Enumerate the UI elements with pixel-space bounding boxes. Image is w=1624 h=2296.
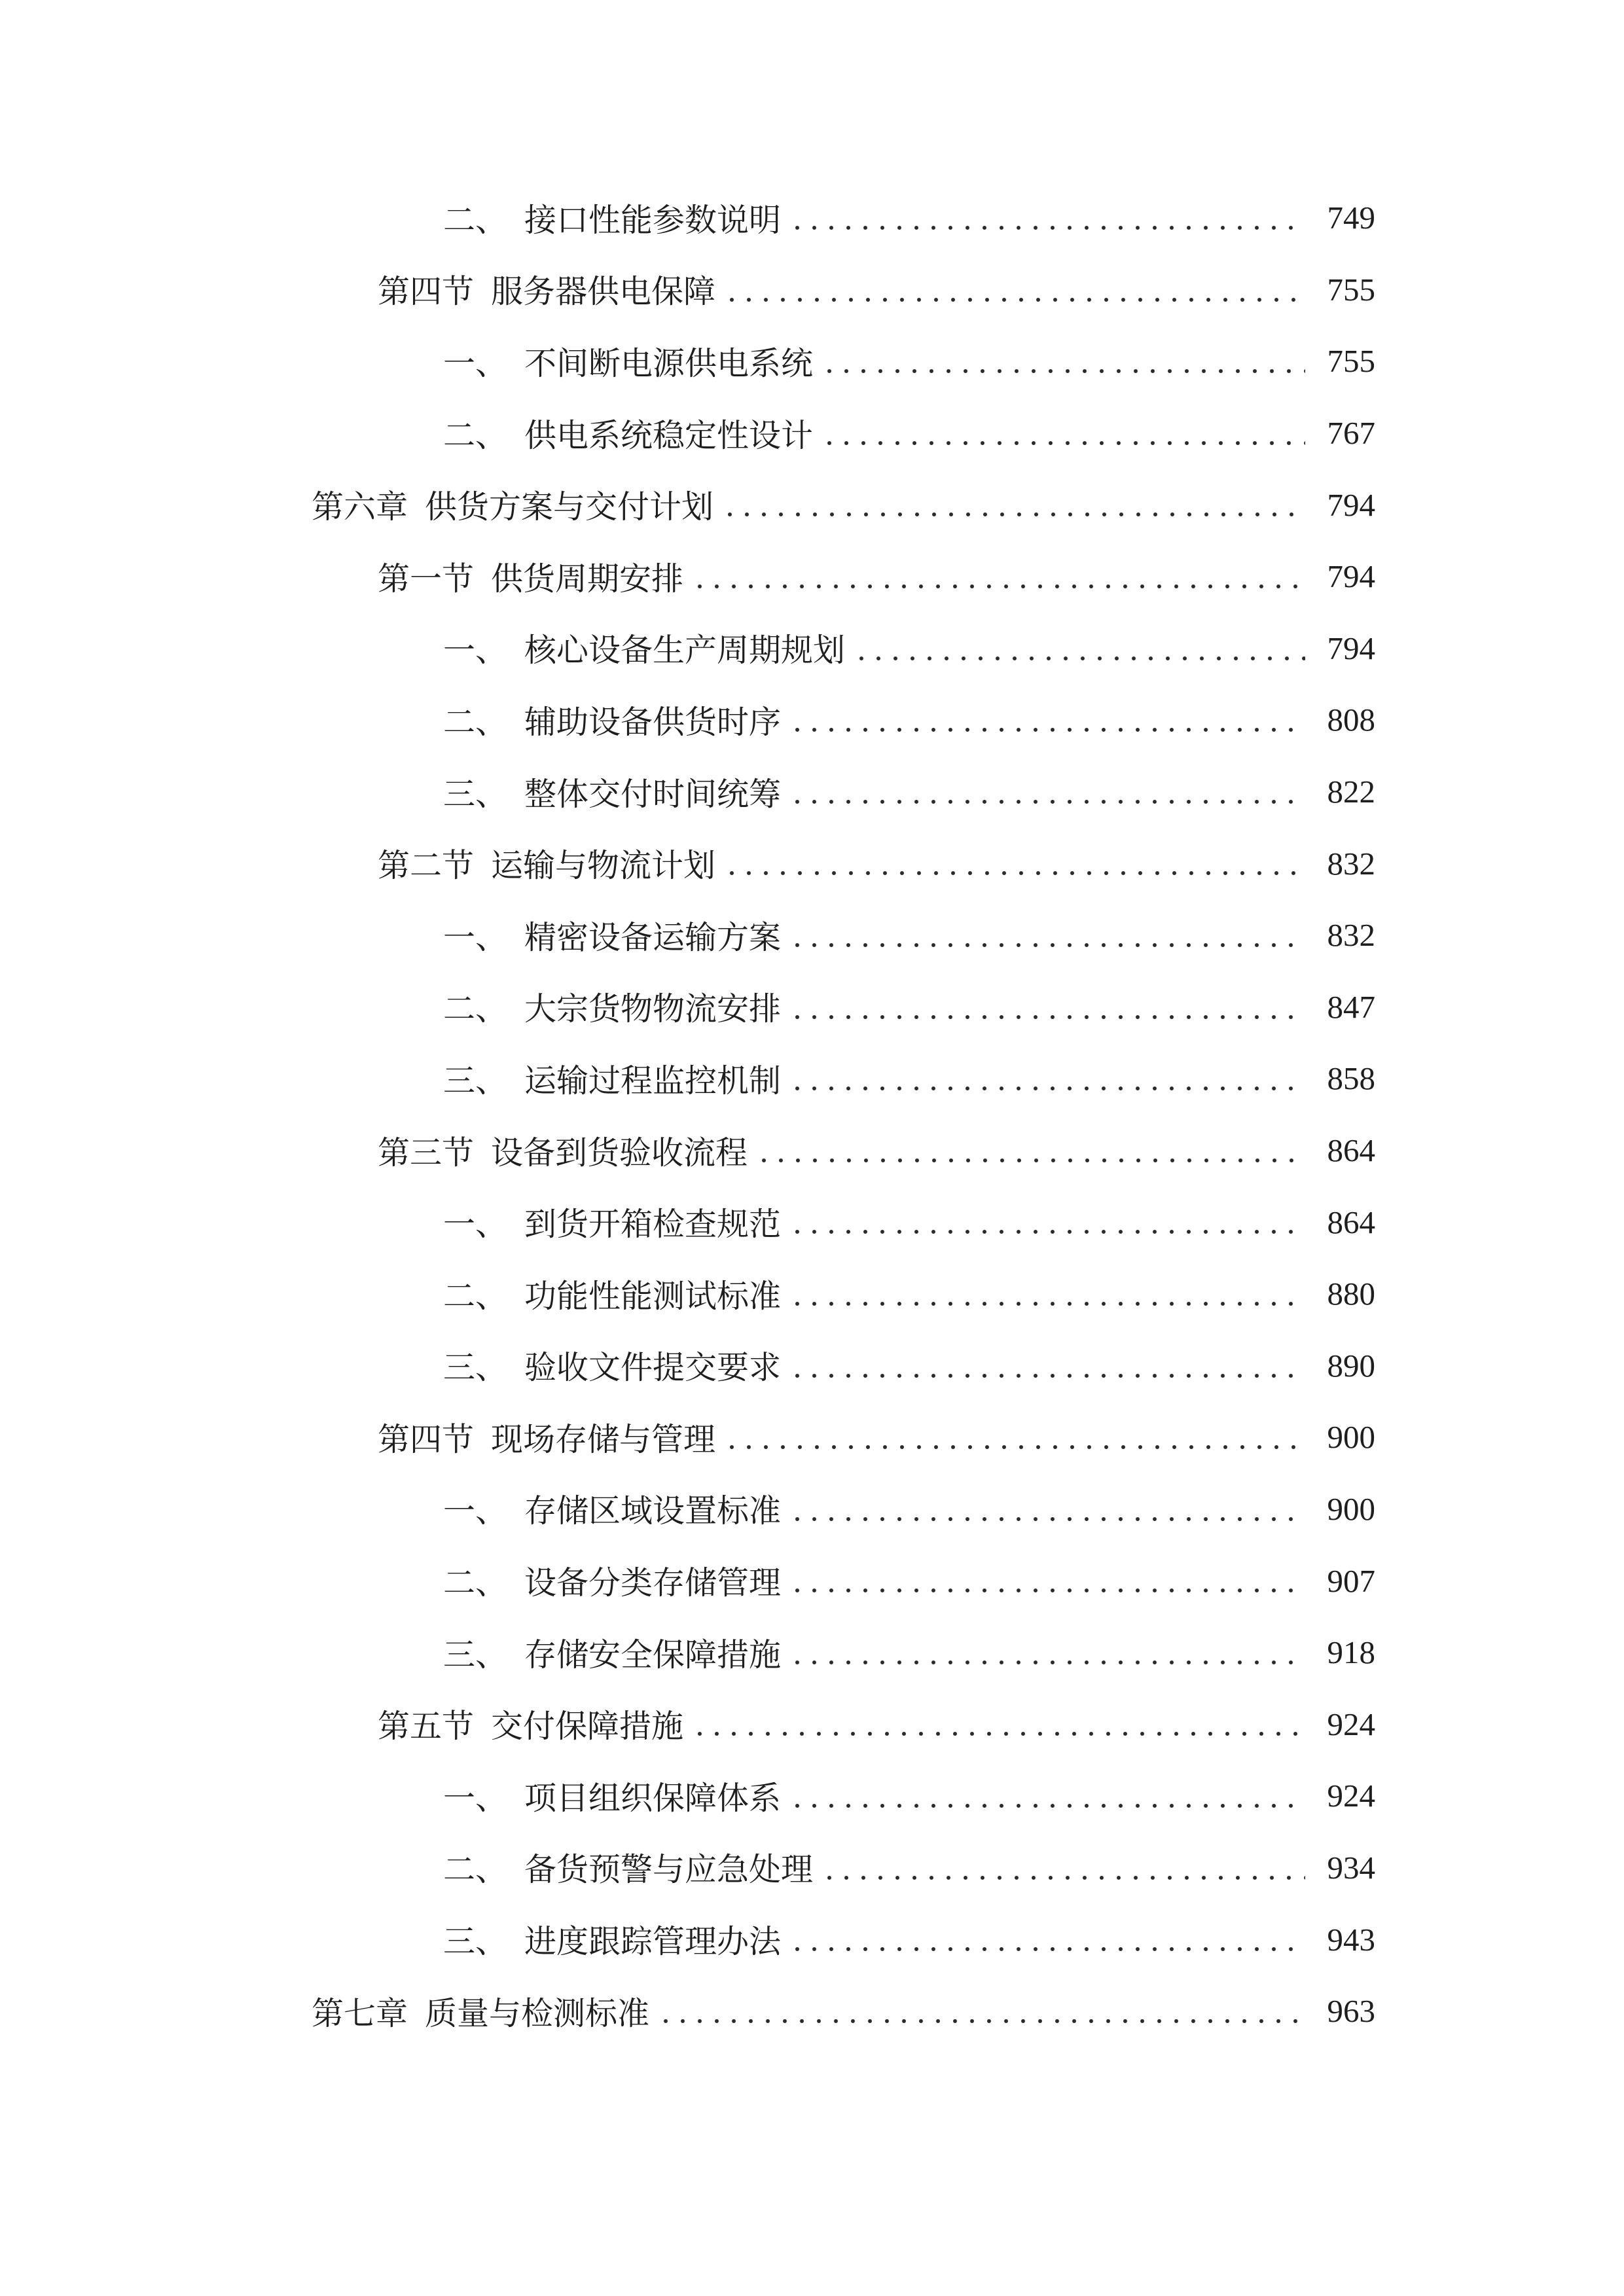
toc-entry-number: 一、 [443, 1493, 508, 1530]
toc-page-number: 963 [1327, 1993, 1375, 2030]
toc-page-number: 755 [1327, 271, 1375, 308]
toc-section-entry [312, 254, 1375, 326]
toc-page-number: 880 [1327, 1276, 1375, 1312]
toc-entry-title: 整体交付时间统筹 [524, 776, 782, 812]
toc-entry-title: 备货预警与应急处理 [524, 1852, 814, 1888]
toc-entry-number: 三、 [443, 1350, 508, 1386]
toc-page-number: 832 [1327, 845, 1375, 882]
toc-page-number: 943 [1327, 1921, 1375, 1958]
toc-entry-number: 一、 [443, 1206, 508, 1243]
toc-entry-title: 设备分类存储管理 [524, 1565, 782, 1602]
toc-subsection-entry [312, 182, 1375, 254]
toc-dot-leader [821, 440, 1305, 446]
toc-subsection-entry [312, 1617, 1375, 1689]
toc-entry-number: 二、 [443, 991, 508, 1028]
toc-dot-leader [789, 1300, 1305, 1307]
toc-page-number: 808 [1327, 702, 1375, 738]
toc-dot-leader [789, 942, 1305, 948]
toc-entry-title: 辅助设备供货时序 [524, 704, 782, 740]
toc-dot-leader [721, 511, 1305, 518]
toc-dot-leader [789, 1372, 1305, 1379]
toc-page-number: 749 [1327, 200, 1375, 236]
toc-entry-number: 第一节 [378, 560, 475, 597]
toc-subsection-entry [312, 613, 1375, 685]
toc-subsection-entry [312, 1760, 1375, 1832]
toc-entry-title: 不间断电源供电系统 [524, 345, 814, 382]
toc-entry-title: 设备到货验收流程 [491, 1134, 748, 1171]
toc-subsection-entry [312, 899, 1375, 971]
toc-entry-number: 二、 [443, 1565, 508, 1602]
toc-entry-title: 存储区域设置标准 [524, 1493, 782, 1530]
toc-dot-leader [789, 1803, 1305, 1809]
toc-entry-number: 三、 [443, 1924, 508, 1960]
toc-dot-leader [853, 655, 1305, 662]
toc-entry-title: 质量与检测标准 [425, 1995, 650, 2032]
toc-dot-leader [789, 1229, 1305, 1235]
toc-page-number: 924 [1327, 1706, 1375, 1742]
toc-entry-number: 二、 [443, 1852, 508, 1888]
toc-subsection-entry [312, 325, 1375, 397]
toc-page-number: 907 [1327, 1562, 1375, 1599]
toc-subsection-entry [312, 1903, 1375, 1975]
toc-page-number: 890 [1327, 1347, 1375, 1384]
toc-entry-title: 交付保障措施 [491, 1708, 684, 1745]
toc-entry-title: 运输与物流计划 [491, 848, 716, 884]
toc-entry-number: 一、 [443, 345, 508, 382]
toc-subsection-entry [312, 684, 1375, 756]
toc-subsection-entry [312, 971, 1375, 1043]
toc-page-number: 924 [1327, 1778, 1375, 1814]
toc-entry-number: 第四节 [378, 274, 475, 310]
toc-dot-leader [789, 1587, 1305, 1594]
toc-section-entry [312, 1688, 1375, 1760]
toc-section-entry [312, 1115, 1375, 1187]
toc-subsection-entry [312, 1832, 1375, 1904]
toc-subsection-entry [312, 1186, 1375, 1258]
toc-entry-title: 供货方案与交付计划 [425, 489, 714, 526]
toc-entry-number: 二、 [443, 1278, 508, 1314]
toc-subsection-entry [312, 1258, 1375, 1330]
toc-entry-number: 一、 [443, 919, 508, 956]
toc-dot-leader [789, 798, 1305, 805]
toc-page-number: 864 [1327, 1132, 1375, 1169]
toc-page-number: 832 [1327, 917, 1375, 954]
toc-subsection-entry [312, 1330, 1375, 1402]
toc-entry-title: 功能性能测试标准 [524, 1278, 782, 1314]
toc-entry-number: 二、 [443, 417, 508, 454]
toc-page-number: 767 [1327, 415, 1375, 452]
toc-page-number: 934 [1327, 1849, 1375, 1886]
toc-entry-title: 供电系统稳定性设计 [524, 417, 814, 454]
toc-dot-leader [789, 1659, 1305, 1666]
toc-page-number: 864 [1327, 1204, 1375, 1240]
table-of-contents [312, 182, 1375, 2047]
toc-subsection-entry [312, 756, 1375, 828]
toc-entry-number: 第五节 [378, 1708, 475, 1745]
toc-dot-leader [821, 1874, 1305, 1881]
toc-dot-leader [723, 870, 1305, 876]
toc-entry-number: 三、 [443, 776, 508, 812]
toc-chapter-entry [312, 469, 1375, 541]
toc-entry-number: 二、 [443, 704, 508, 740]
toc-subsection-entry [312, 397, 1375, 469]
toc-entry-title: 进度跟踪管理办法 [524, 1924, 782, 1960]
toc-dot-leader [723, 1444, 1305, 1450]
toc-entry-title: 存储安全保障措施 [524, 1636, 782, 1673]
toc-section-entry [312, 541, 1375, 613]
toc-entry-title: 服务器供电保障 [491, 274, 716, 310]
toc-page-number: 858 [1327, 1060, 1375, 1097]
toc-dot-leader [723, 296, 1305, 303]
toc-page-number: 900 [1327, 1490, 1375, 1527]
toc-entry-title: 大宗货物物流安排 [524, 991, 782, 1028]
toc-entry-title: 核心设备生产周期规划 [524, 632, 846, 669]
toc-page-number: 794 [1327, 486, 1375, 523]
toc-page-number: 794 [1327, 558, 1375, 595]
toc-subsection-entry [312, 1545, 1375, 1617]
toc-entry-number: 一、 [443, 1780, 508, 1816]
toc-entry-number: 第七章 [312, 1995, 408, 2032]
toc-dot-leader [789, 1516, 1305, 1522]
toc-dot-leader [789, 726, 1305, 733]
toc-entry-title: 接口性能参数说明 [524, 202, 782, 238]
toc-section-entry [312, 827, 1375, 899]
toc-entry-number: 二、 [443, 202, 508, 238]
toc-entry-title: 精密设备运输方案 [524, 919, 782, 956]
toc-section-entry [312, 1401, 1375, 1473]
toc-page-number: 900 [1327, 1419, 1375, 1456]
toc-page-number: 822 [1327, 774, 1375, 810]
toc-entry-title: 项目组织保障体系 [524, 1780, 782, 1816]
toc-entry-number: 三、 [443, 1062, 508, 1099]
toc-entry-number: 第三节 [378, 1134, 475, 1171]
toc-page-number: 918 [1327, 1634, 1375, 1671]
toc-dot-leader [789, 1085, 1305, 1092]
toc-subsection-entry [312, 1043, 1375, 1115]
toc-entry-title: 供货周期安排 [491, 560, 684, 597]
toc-entry-title: 验收文件提交要求 [524, 1350, 782, 1386]
toc-dot-leader [755, 1157, 1305, 1164]
toc-entry-number: 三、 [443, 1636, 508, 1673]
toc-dot-leader [821, 368, 1305, 374]
toc-entry-title: 运输过程监控机制 [524, 1062, 782, 1099]
toc-dot-leader [691, 583, 1305, 590]
toc-page-number: 755 [1327, 343, 1375, 380]
toc-dot-leader [691, 1731, 1305, 1737]
toc-entry-number: 一、 [443, 632, 508, 669]
toc-chapter-entry [312, 1975, 1375, 2047]
toc-dot-leader [789, 224, 1305, 231]
toc-dot-leader [789, 1946, 1305, 1952]
toc-dot-leader [789, 1014, 1305, 1020]
toc-entry-title: 到货开箱检查规范 [524, 1206, 782, 1243]
toc-subsection-entry [312, 1473, 1375, 1545]
toc-entry-number: 第二节 [378, 848, 475, 884]
toc-dot-leader [657, 2018, 1305, 2024]
toc-entry-number: 第四节 [378, 1421, 475, 1458]
toc-entry-title: 现场存储与管理 [491, 1421, 716, 1458]
toc-page-number: 847 [1327, 988, 1375, 1025]
toc-page-number: 794 [1327, 630, 1375, 666]
toc-entry-number: 第六章 [312, 489, 408, 526]
